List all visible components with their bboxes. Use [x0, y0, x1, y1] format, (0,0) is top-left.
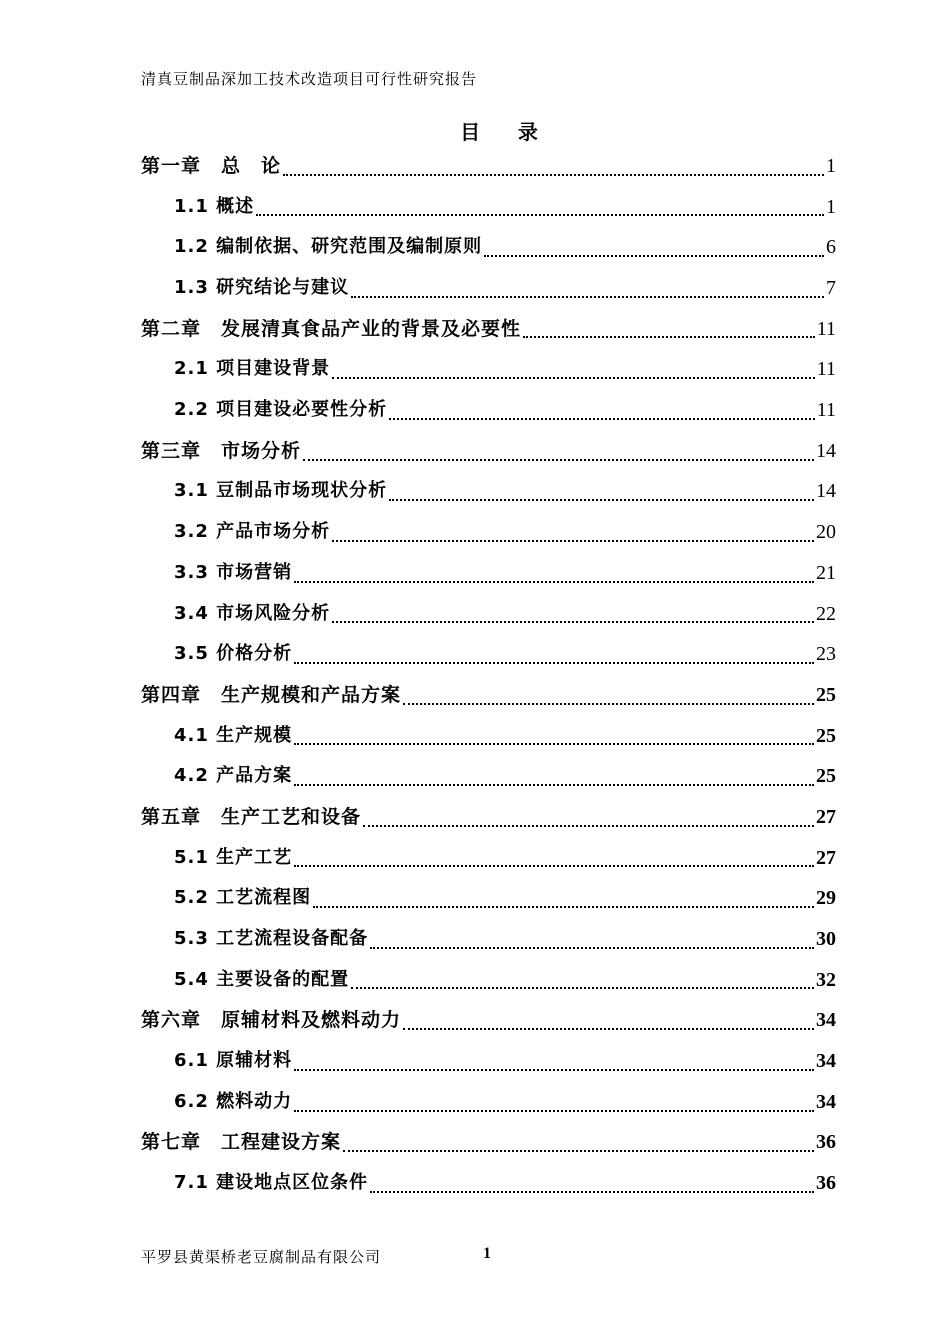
toc-entry-label: 4.2 产品方案	[174, 765, 293, 787]
toc-chapter-entry[interactable]	[141, 146, 836, 187]
toc-entry-page: 27	[816, 805, 836, 828]
toc-entry-page: 25	[816, 724, 836, 747]
toc-entry-page: 34	[816, 1009, 836, 1032]
dot-leader	[294, 1109, 814, 1112]
toc-entry-label: 第五章 生产工艺和设备	[141, 805, 362, 828]
dot-leader	[351, 295, 824, 298]
toc-section-entry[interactable]	[141, 512, 836, 553]
dot-leader	[484, 254, 824, 257]
toc-entry-label: 第六章 原辅材料及燃料动力	[141, 1009, 402, 1032]
dot-leader	[363, 824, 814, 827]
toc-entry-label: 3.5 价格分析	[174, 643, 293, 665]
dot-leader	[370, 1190, 814, 1193]
toc-chapter-entry[interactable]	[141, 1000, 836, 1041]
toc-entry-page: 6	[826, 236, 836, 259]
toc-entry-page: 7	[826, 277, 836, 300]
toc-entry-page: 32	[816, 968, 836, 991]
toc-entry-page: 20	[816, 521, 836, 544]
toc-entry-label: 6.1 原辅材料	[174, 1050, 293, 1072]
toc-entry-label: 3.3 市场营销	[174, 561, 293, 583]
toc-entry-page: 34	[816, 1050, 836, 1073]
toc-entry-page: 36	[816, 1172, 836, 1195]
toc-entry-label: 7.1 建设地点区位条件	[174, 1172, 369, 1194]
dot-leader	[294, 783, 814, 786]
dot-leader	[294, 580, 814, 583]
toc-entry-page: 36	[816, 1131, 836, 1154]
dot-leader	[370, 946, 814, 949]
toc-entry-label: 3.2 产品市场分析	[174, 521, 331, 543]
toc-entry-page: 1	[826, 154, 836, 177]
toc-entry-label: 1.3 研究结论与建议	[174, 277, 350, 299]
toc-section-entry[interactable]	[141, 227, 836, 268]
dot-leader	[332, 539, 814, 542]
toc-section-entry[interactable]	[141, 594, 836, 635]
toc-section-entry[interactable]	[141, 1041, 836, 1082]
toc-entry-label: 6.2 燃料动力	[174, 1090, 293, 1112]
dot-leader	[313, 905, 814, 908]
dot-leader	[294, 661, 814, 664]
toc-section-entry[interactable]	[141, 878, 836, 919]
running-header: 清真豆制品深加工技术改造项目可行性研究报告	[141, 70, 478, 88]
footer-company: 平罗县黄渠桥老豆腐制品有限公司	[141, 1248, 382, 1266]
toc-chapter-entry[interactable]	[141, 431, 836, 472]
dot-leader	[294, 1068, 814, 1071]
toc-section-entry[interactable]	[141, 390, 836, 431]
dot-leader	[332, 620, 814, 623]
toc-entry-page: 30	[816, 928, 836, 951]
footer-page-number: 1	[483, 1245, 491, 1262]
toc-chapter-entry[interactable]	[141, 1123, 836, 1164]
toc-entry-label: 5.3 工艺流程设备配备	[174, 928, 369, 950]
table-of-contents	[141, 146, 836, 1204]
toc-title-text: 目 录	[460, 120, 540, 144]
toc-section-entry[interactable]	[141, 1163, 836, 1204]
toc-entry-label: 4.1 生产规模	[174, 724, 293, 746]
toc-entry-page: 29	[816, 887, 836, 910]
toc-entry-page: 21	[816, 561, 836, 584]
toc-entry-page: 23	[816, 643, 836, 666]
toc-entry-page: 11	[816, 399, 836, 422]
toc-entry-label: 3.4 市场风险分析	[174, 602, 331, 624]
toc-chapter-entry[interactable]	[141, 309, 836, 350]
toc-section-entry[interactable]	[141, 472, 836, 513]
toc-entry-page: 1	[826, 195, 836, 218]
dot-leader	[283, 173, 824, 176]
toc-entry-page: 34	[816, 1090, 836, 1113]
toc-section-entry[interactable]	[141, 1082, 836, 1123]
toc-entry-page: 25	[816, 765, 836, 788]
toc-entry-page: 11	[816, 317, 836, 340]
toc-entry-page: 11	[816, 358, 836, 381]
toc-entry-label: 2.2 项目建设必要性分析	[174, 399, 388, 421]
toc-section-entry[interactable]	[141, 187, 836, 228]
toc-entry-page: 25	[816, 683, 836, 706]
toc-chapter-entry[interactable]	[141, 675, 836, 716]
toc-section-entry[interactable]	[141, 349, 836, 390]
toc-entry-label: 3.1 豆制品市场现状分析	[174, 480, 388, 502]
toc-entry-label: 5.1 生产工艺	[174, 846, 293, 868]
toc-entry-label: 第三章 市场分析	[141, 439, 302, 462]
toc-entry-label: 第七章 工程建设方案	[141, 1131, 342, 1154]
toc-section-entry[interactable]	[141, 919, 836, 960]
toc-entry-label: 5.2 工艺流程图	[174, 887, 312, 909]
toc-entry-label: 2.1 项目建设背景	[174, 358, 331, 380]
dot-leader	[389, 417, 815, 420]
toc-entry-label: 第二章 发展清真食品产业的背景及必要性	[141, 317, 522, 340]
dot-leader	[332, 376, 815, 379]
dot-leader	[303, 458, 814, 461]
toc-section-entry[interactable]	[141, 756, 836, 797]
toc-entry-page: 14	[816, 480, 836, 503]
dot-leader	[256, 213, 824, 216]
dot-leader	[294, 742, 814, 745]
dot-leader	[389, 498, 814, 501]
toc-entry-label: 5.4 主要设备的配置	[174, 968, 350, 990]
toc-section-entry[interactable]	[141, 716, 836, 757]
dot-leader	[403, 702, 814, 705]
dot-leader	[523, 335, 815, 338]
toc-section-entry[interactable]	[141, 634, 836, 675]
dot-leader	[403, 1027, 814, 1030]
toc-entry-page: 14	[816, 439, 836, 462]
dot-leader	[294, 864, 814, 867]
toc-section-entry[interactable]	[141, 960, 836, 1001]
toc-entry-page: 27	[816, 846, 836, 869]
dot-leader	[351, 986, 814, 989]
toc-section-entry[interactable]	[141, 838, 836, 879]
toc-chapter-entry[interactable]	[141, 797, 836, 838]
toc-section-entry[interactable]	[141, 553, 836, 594]
toc-title	[0, 116, 950, 145]
toc-section-entry[interactable]	[141, 268, 836, 309]
dot-leader	[343, 1149, 814, 1152]
toc-entry-label: 第四章 生产规模和产品方案	[141, 683, 402, 706]
toc-entry-label: 1.2 编制依据、研究范围及编制原则	[174, 236, 483, 258]
toc-entry-page: 22	[816, 602, 836, 625]
toc-entry-label: 1.1 概述	[174, 195, 255, 217]
toc-entry-label: 第一章 总 论	[141, 154, 282, 177]
